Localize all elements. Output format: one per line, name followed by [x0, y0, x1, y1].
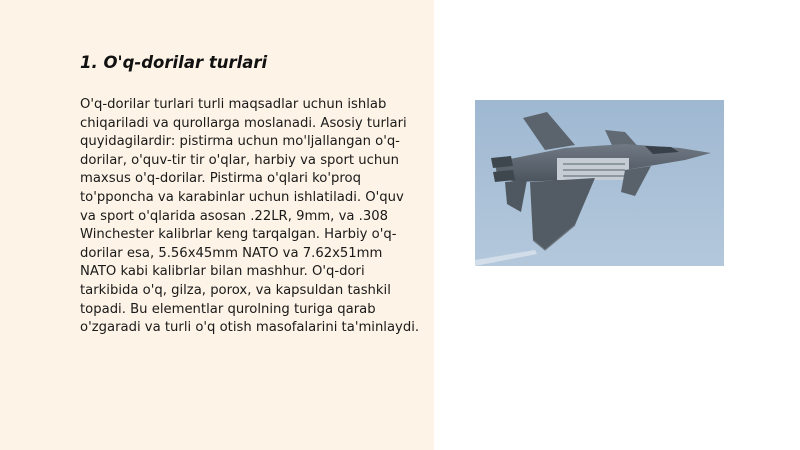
- fighter-jet-photo: [475, 100, 724, 266]
- slide-body-text: O'q-dorilar turlari turli maqsadlar uchun ishlab chiqariladi va qurollarga moslanadi. Asosiy turlari quyidagilardir: pistirma uchun mo'ljallangan o'q-dorilar, o'quv-tir tir o'qlar, harbiy va sport uchun maxsus o'q-dorilar. Pistirma o'qlari ko'proq to'pponcha va karabinlar uchun ishlatiladi. O'quv va sport o'qlarida asosan .22LR, 9mm, va .308 Winchester kalibrlar keng tarqalgan. Harbiy o'q-dorilar esa, 5.56x45mm NATO va 7.62x51mm NATO kabi kalibrlar bilan mashhur. O'q-dori tarkibida o'q, gilza, porox, va kapsuldan tashkil topadi. Bu elementlar qurolning turiga qarab o'zgaradi va turli o'q otish masofalarini ta'minlaydi.: [80, 97, 420, 336]
- jet-nozzle-upper: [491, 156, 513, 168]
- jet-nozzle-lower: [493, 170, 515, 182]
- fighter-jet-illustration: [475, 100, 724, 266]
- slide-title: 1. O'q-dorilar turlari: [80, 53, 268, 72]
